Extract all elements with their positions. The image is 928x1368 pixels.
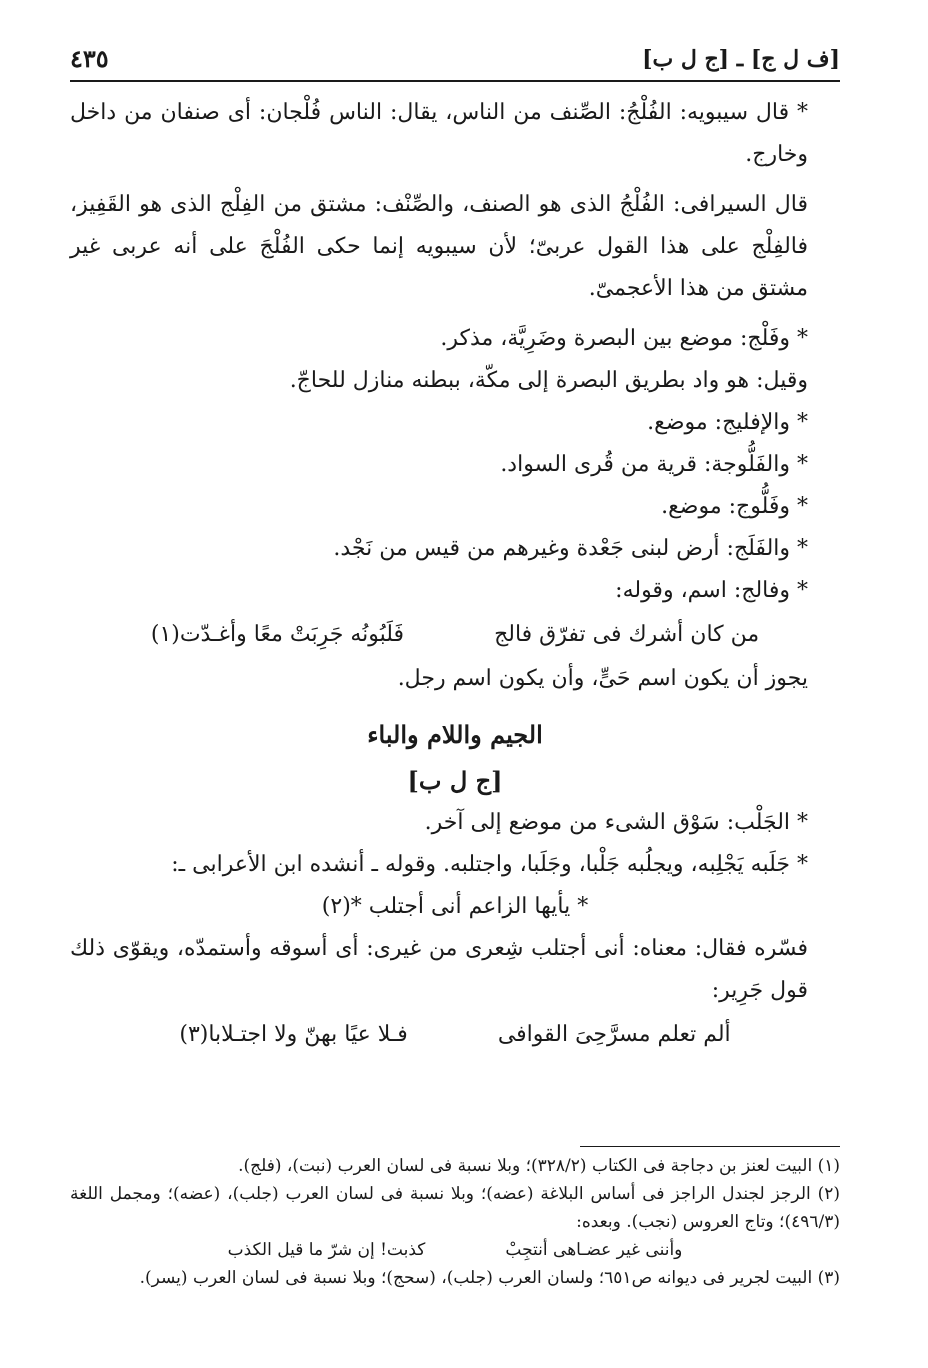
paragraph: * وفَلْج: موضع بين البصرة وضَرِيَّة، مذكر. (440, 326, 808, 351)
paragraph: * قال سيبويه: الفُلْجُ: الصِّنف من الناس، يقال: الناس فُلْجان: أى صنفان من داخل وخارج. (70, 100, 808, 167)
verse-first-hemistich: من كان أشرك فى تفرّق فالج (494, 622, 760, 647)
poetry-verse (70, 614, 840, 656)
paragraph: * والفَلَج: أرض لبنى جَعْدة وغيرهم من قيس من نَجْد. (333, 536, 808, 561)
paragraph: قال السيرافى: الفُلْجُ الذى هو الصنف، والصِّنْف: مشتق من الفِلْج الذى هو القَفِيز، فالفِلْج على هذا القول عربىّ؛ لأن سيبويه إنما حكى الفُلْجَ على أنه عربى غير مشتق من هذا الأعجمىّ. (70, 192, 808, 301)
section-heading: الجيم واللام والباء (367, 720, 543, 749)
footnote-verse (70, 1236, 840, 1264)
footnote-divider (580, 1146, 840, 1147)
verse-second-hemistich: فـلا عيًا بهنّ ولا اجتـلابا(٣) (179, 1022, 408, 1047)
poetry-verse (70, 1014, 840, 1056)
root-heading: [ج ل ب] (407, 766, 503, 795)
footnote: (٣) البيت لجرير فى ديوانه ص٦٥١؛ ولسان العرب (جلب)، (سحج)؛ وبلا نسبة فى لسان العرب (يسر). (139, 1268, 840, 1288)
paragraph: * والفَلُّوجة: قرية من قُرى السواد. (500, 452, 808, 477)
paragraph: فسّره فقال: معناه: أنى أجتلب شِعرى من غيرى: أى أسوقه وأستمدّه، ويقوّى ذلك قول جَرِير: (70, 936, 808, 1003)
rajaz-verse: * يأيها الزاعم أنى أجتلب *(٢) (321, 894, 589, 919)
paragraph: * والإفليج: موضع. (647, 410, 808, 435)
verse-first-hemistich: ألم تعلم مسرَّحِىَ القوافى (497, 1022, 731, 1047)
page-header (70, 40, 840, 82)
verse-first-hemistich: وأننى غير عضـاهى أنتجِبْ (505, 1240, 683, 1260)
footnotes (70, 1152, 840, 1292)
page-number: ٤٣٥ (70, 44, 109, 73)
paragraph: * جَلَبه يَجْلِبه، ويجلُبه جَلْبا، وجَلَبا، واجتلبه. وقوله ـ أنشده ابن الأعرابى ـ: (171, 852, 808, 877)
paragraph: يجوز أن يكون اسم حَىٍّ، وأن يكون اسم رجل. (397, 666, 808, 691)
paragraph: * الجَلْب: سَوْق الشىء من موضع إلى آخر. (424, 810, 808, 835)
paragraph: وقيل: هو واد بطريق البصرة إلى مكّة، ببطنه منازل للحاجّ. (289, 368, 808, 393)
footnote: (٢) الرجز لجندل الراجز فى أساس البلاغة (عضه)؛ وبلا نسبة فى لسان العرب (جلب)، (عضه)؛ ومجمل اللغة (٤٩٦/٣)؛ وتاج العروس (نجب). وبعده: (70, 1184, 840, 1232)
paragraph: * وفَلُّوج: موضع. (661, 494, 808, 519)
verse-second-hemistich: كذبت! إن شرّ ما قيل الكذب (227, 1240, 426, 1260)
main-text (70, 92, 840, 1058)
verse-second-hemistich: فَلَبُونُه جَرِبَتْ معًا وأغـدّت(١) (150, 622, 405, 647)
paragraph: * وفالج: اسم، وقوله: (615, 578, 808, 603)
footnote: (١) البيت لعنز بن دجاجة فى الكتاب (٣٢٨/٢)؛ وبلا نسبة فى لسان العرب (نبت)، (فلج). (238, 1156, 840, 1176)
running-title: [ف ل ج] ـ [ج ل ب] (642, 46, 840, 72)
